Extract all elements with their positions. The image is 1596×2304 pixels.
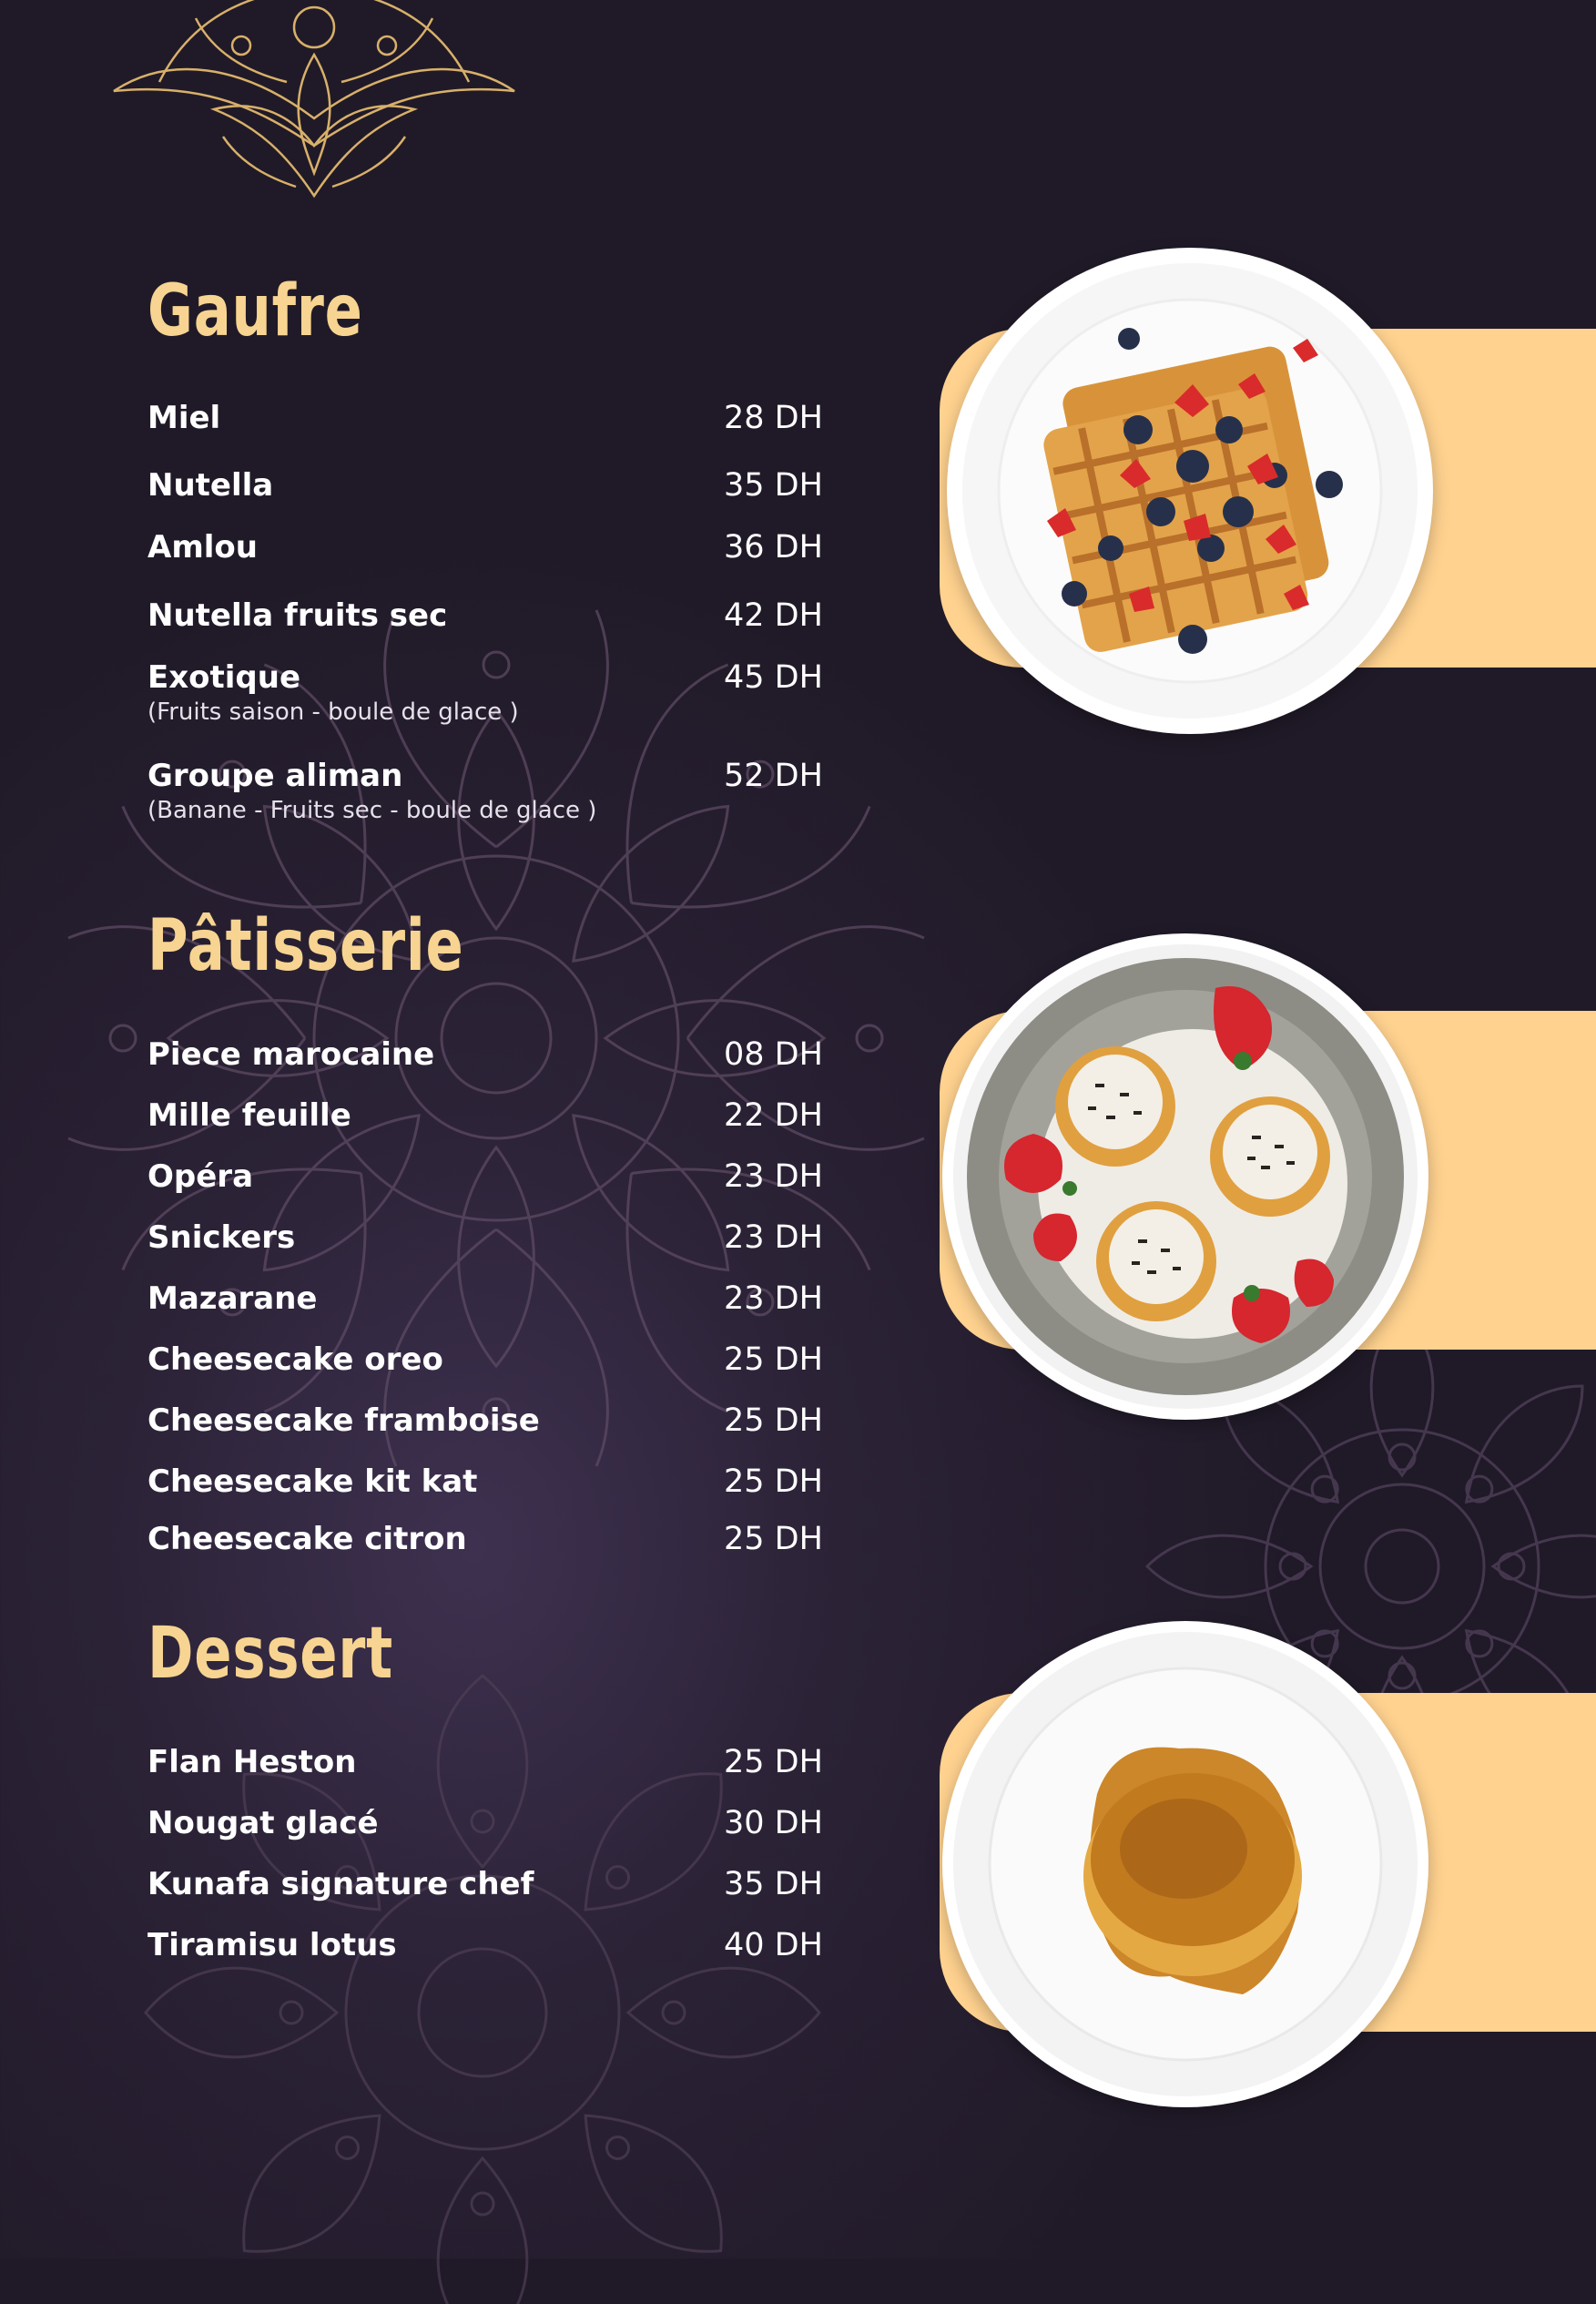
item-price: 23 DH (724, 1280, 823, 1317)
item-price: 28 DH (724, 400, 823, 436)
item-price: 25 DH (724, 1402, 823, 1439)
item-name: Snickers (147, 1219, 296, 1256)
section-title-gaufre: Gaufre (147, 270, 363, 352)
item-name: Flan Heston (147, 1744, 357, 1780)
item-name: Groupe aliman (147, 758, 403, 794)
item-price: 45 DH (724, 659, 823, 696)
item-price: 25 DH (724, 1521, 823, 1557)
menu-item (147, 1280, 830, 1317)
menu-item (147, 1521, 830, 1557)
item-price: 25 DH (724, 1341, 823, 1378)
cheesecake-tartlets-plate-photo (942, 933, 1428, 1420)
item-name: Exotique (147, 659, 301, 696)
item-name: Miel (147, 400, 221, 436)
menu-item (147, 1158, 830, 1195)
section-title-dessert: Dessert (147, 1613, 394, 1695)
item-price: 35 DH (724, 467, 823, 504)
item-description: (Banane - Fruits sec - boule de glace ) (147, 797, 597, 824)
menu-item (147, 1097, 830, 1134)
item-price: 40 DH (724, 1927, 823, 1963)
flan-illustration-icon (942, 1621, 1428, 2107)
menu-item (147, 1805, 830, 1841)
item-description: (Fruits saison - boule de glace ) (147, 698, 519, 726)
item-name: Tiramisu lotus (147, 1927, 397, 1963)
item-name: Amlou (147, 529, 258, 566)
item-name: Cheesecake oreo (147, 1341, 443, 1378)
item-price: 30 DH (724, 1805, 823, 1841)
menu-item (147, 1463, 830, 1500)
item-price: 23 DH (724, 1158, 823, 1195)
item-price: 25 DH (724, 1463, 823, 1500)
mandala-ornament-top-icon (105, 0, 524, 209)
menu-item (147, 1036, 830, 1073)
item-name: Piece marocaine (147, 1036, 435, 1073)
menu-item (147, 597, 830, 634)
item-price: 23 DH (724, 1219, 823, 1256)
menu-item (147, 400, 830, 436)
item-name: Mazarane (147, 1280, 318, 1317)
menu-item (147, 467, 830, 504)
menu-item (147, 1219, 830, 1256)
menu-item (147, 1402, 830, 1439)
waffle-illustration-icon (947, 248, 1433, 734)
menu-item (147, 529, 830, 566)
item-price: 08 DH (724, 1036, 823, 1073)
item-name: Nutella fruits sec (147, 597, 448, 634)
tartlets-illustration-icon (942, 933, 1428, 1420)
item-name: Opéra (147, 1158, 254, 1195)
item-price: 35 DH (724, 1866, 823, 1902)
item-name: Kunafa signature chef (147, 1866, 534, 1902)
menu-item (147, 1341, 830, 1378)
item-price: 52 DH (724, 758, 823, 794)
menu-item (147, 1927, 830, 1963)
flan-caramel-plate-photo (942, 1621, 1428, 2107)
menu-item (147, 1744, 830, 1780)
item-price: 25 DH (724, 1744, 823, 1780)
waffle-plate-photo (947, 248, 1433, 734)
item-name: Mille feuille (147, 1097, 351, 1134)
menu-item (147, 1866, 830, 1902)
item-name: Cheesecake kit kat (147, 1463, 478, 1500)
item-price: 42 DH (724, 597, 823, 634)
item-name: Nougat glacé (147, 1805, 379, 1841)
menu-item (147, 659, 830, 727)
menu-item (147, 758, 830, 825)
item-name: Cheesecake citron (147, 1521, 467, 1557)
item-price: 22 DH (724, 1097, 823, 1134)
item-price: 36 DH (724, 529, 823, 566)
item-name: Cheesecake framboise (147, 1402, 540, 1439)
section-title-patisserie: Pâtisserie (147, 905, 464, 987)
item-name: Nutella (147, 467, 274, 504)
